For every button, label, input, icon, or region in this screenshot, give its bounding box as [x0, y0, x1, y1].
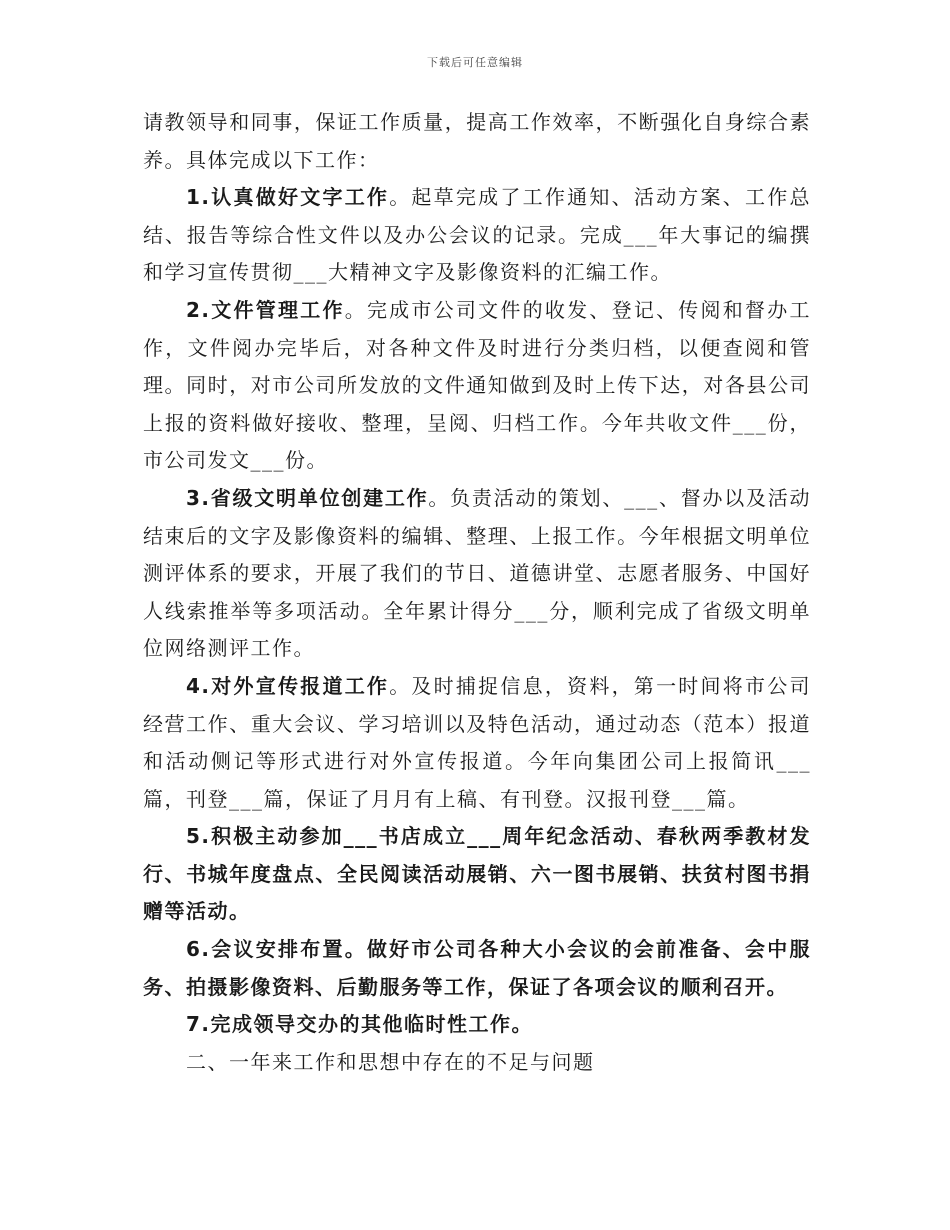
- item-3-lead: 3.省级文明单位创建工作: [186, 485, 429, 510]
- page-header: 下载后可任意编辑: [427, 56, 523, 69]
- item-1-lead: 1.认真做好文字工作: [186, 185, 390, 210]
- item-5-lead: 5.积极主动参加___书店成立___周年纪念活动、春秋两季教材发行、书城年度盘点、全民阅读活动展销、六一图书展销、扶贫村图书捐赠等活动。: [143, 824, 811, 924]
- item-4-paragraph: [143, 668, 811, 818]
- section-heading: 二、一年来工作和思想中存在的不足与问题: [186, 1049, 595, 1074]
- item-1-body: 。起草完成了工作通知、活动方案、工作总结、报告等综合性文件以及办公会议的记录。完成___年大事记的编撰和学习宣传贯彻___大精神文字及影像资料的汇编工作。: [143, 185, 812, 285]
- item-7-paragraph: [143, 1006, 811, 1044]
- item-2-body: 。完成市公司文件的收发、登记、传阅和督办工作，文件阅办完毕后，对各种文件及时进行分类归档，以便查阅和管理。同时，对市公司所发放的文件通知做到及时上传下达，对各县公司上报的资料做好接收、整理，呈阅、归档工作。今年共收文件___份，市公司发文___份。: [143, 297, 812, 473]
- item-7-lead: 7.完成领导交办的其他临时性工作。: [186, 1012, 534, 1037]
- item-5-paragraph: [143, 818, 811, 931]
- item-6-paragraph: [143, 931, 811, 1006]
- item-2-paragraph: [143, 292, 811, 480]
- item-4-body: 。及时捕捉信息，资料，第一时间将市公司经营工作、重大会议、学习培训以及特色活动，通过动态（范本）报道和活动侧记等形式进行对外宣传报道。今年向集团公司上报简讯___篇，刊登___篇，保证了月月有上稿、有刊登。汉报刊登___篇。: [143, 673, 812, 811]
- intro-paragraph: 请教领导和同事，保证工作质量，提高工作效率，不断强化自身综合素养。具体完成以下工作：: [143, 110, 811, 172]
- item-2-lead: 2.文件管理工作: [186, 297, 345, 322]
- item-3-paragraph: [143, 480, 811, 668]
- item-6-lead: 6.会议安排布置。做好市公司各种大小会议的会前准备、会中服务、拍摄影像资料、后勤服务等工作，保证了各项会议的顺利召开。: [143, 937, 811, 999]
- item-4-lead: 4.对外宣传报道工作: [186, 673, 390, 698]
- item-1-paragraph: [143, 179, 811, 292]
- item-3-body: 。负责活动的策划、___、督办以及活动结束后的文字及影像资料的编辑、整理、上报工作。今年根据文明单位测评体系的要求，开展了我们的节日、道德讲堂、志愿者服务、中国好人线索推举等多项活动。全年累计得分___分，顺利完成了省级文明单位网络测评工作。: [143, 485, 811, 661]
- document-body: [143, 104, 811, 1081]
